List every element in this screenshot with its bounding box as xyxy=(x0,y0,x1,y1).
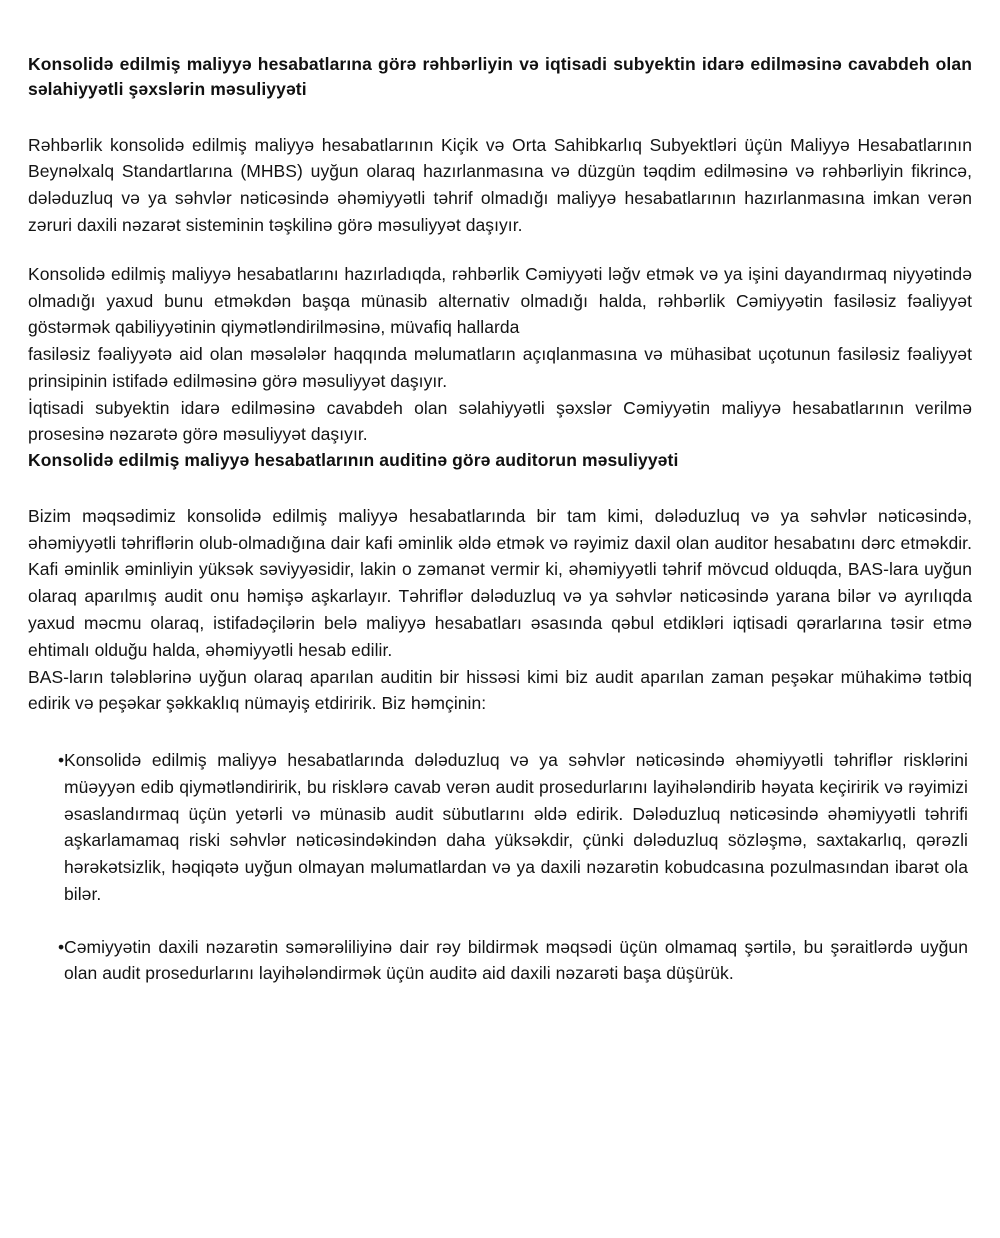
document-body xyxy=(28,52,972,987)
list-item xyxy=(28,934,972,988)
spacer xyxy=(28,239,972,261)
paragraph-management-responsibility-1: Rəhbərlik konsolidə edilmiş maliyyə hesabatlarının Kiçik və Orta Sahibkarlıq Subyektləri üçün Maliyyə Hesabatlarının Beynəlxalq Standartlarına (MHBS) uyğun olaraq hazırlanmasına və düzgün təqdim edilməsinə və rəhbərliyin fikrincə, dələduzluq və ya səhvlər nəticəsində əhəmiyyətli təhrif olmadığı maliyyə hesabatlarının hazırlanmasına imkan verən zəruri daxili nəzarət sisteminin təşkilinə görə məsuliyyət daşıyır. xyxy=(28,134,972,235)
list-item-text: Cəmiyyətin daxili nəzarətin səmərəliliyinə dair rəy bildirmək məqsədi üçün olmamaq şərtilə, bu şəraitlərdə uyğun olan audit prosedurlarını layihələndirmək üçün auditə aid daxili nəzarəti başa düşürük. xyxy=(64,936,968,984)
paragraph-auditor-objective: Bizim məqsədimiz konsolidə edilmiş maliyyə hesabatlarında bir tam kimi, dələduzluq və ya səhvlər nəticəsində, əhəmiyyətli təhriflərin olub-olmadığına dair kafi əminlik əldə etmək və rəyimiz daxil olan auditor hesabatını dərc etməkdir. Kafi əminlik əminliyin yüksək səviyyəsidir, lakin o zəmanət vermir ki, əhəmiyyətli təhrif mövcud olduqda, BAS-lara uyğun olaraq aparılmış audit onu həmişə aşkarlayır. Təhriflər dələduzluq və ya səhvlər nəticəsində yarana bilər və ayrılıqda yaxud məcmu olaraq, istifadəçilərin belə maliyyə hesabatları əsasında qəbul etdikləri iqtisadi qərarlarına təsir etmə ehtimalı olduğu halda, əhəmiyyətli hesab edilir. xyxy=(28,505,972,660)
paragraph-going-concern-continued: fasiləsiz fəaliyyətə aid olan məsələlər haqqında məlumatların açıqlanmasına və mühasibat uçotunun fasiləsiz fəaliyyət prinsipinin istifadə edilməsinə görə məsuliyyət daşıyır. xyxy=(28,344,972,391)
spacer xyxy=(28,717,972,747)
bullet-icon: • xyxy=(58,936,65,957)
list-item xyxy=(28,747,972,908)
auditor-responsibility-bullet-list xyxy=(28,747,972,987)
paragraph-governance-responsibility: İqtisadi subyektin idarə edilməsinə cavabdeh olan səlahiyyətli şəxslər Cəmiyyətin maliyyə hesabatlarının verilmə prosesinə nəzarətə görə məsuliyyət daşıyır. xyxy=(28,397,972,445)
bullet-icon: • xyxy=(58,750,65,771)
spacer xyxy=(28,473,972,503)
paragraph-going-concern: Konsolidə edilmiş maliyyə hesabatlarını hazırladıqda, rəhbərlik Cəmiyyəti ləğv etmək və ya işini dayandırmaq niyyətində olmadığı yaxud bunu etməkdən başqa münasib alternativ olmadığı halda, rəhbərlik Cəmiyyətin fasiləsiz fəaliyyət göstərmək qabiliyyətinin qiymətləndirilməsinə, müvafiq hallarda xyxy=(28,263,972,338)
paragraph-professional-judgement: BAS-ların tələblərinə uyğun olaraq aparılan auditin bir hissəsi kimi biz audit aparılan zaman peşəkar mühakimə tətbiq edirik və peşəkar şəkkaklıq nümayiş etdiririk. Biz həmçinin: xyxy=(28,666,972,714)
section-heading-management-responsibility: Konsolidə edilmiş maliyyə hesabatlarına görə rəhbərliyin və iqtisadi subyektin idarə edilməsinə cavabdeh olan səlahiyyətli şəxslərin məsuliyyəti xyxy=(28,54,972,99)
spacer xyxy=(28,102,972,132)
section-heading-auditor-responsibility: Konsolidə edilmiş maliyyə hesabatlarının auditinə görə auditorun məsuliyyəti xyxy=(28,450,679,471)
list-item-text: Konsolidə edilmiş maliyyə hesabatlarında dələduzluq və ya səhvlər nəticəsində əhəmiyyətli təhriflər risklərini müəyyən edib qiymətləndiririk, bu risklərə cavab verən audit prosedurlarını layihələndirib həyata keçiririk və rəyimizi əsaslandırmaq üçün yetərli və münasib audit sübutlarını əldə edirik. Dələduzluq nəticəsində əhəmiyyətli təhrifi aşkarlamamaq riski səhvlər nəticəsindəkindən daha yüksəkdir, çünki dələduzluq sözləşmə, saxtakarlıq, qərəzli hərəkətsizlik, həqiqətə uyğun olmayan məlumatlardan və ya daxili nəzarətin kobudcasına pozulmasından ibarət ola bilər. xyxy=(64,750,968,904)
